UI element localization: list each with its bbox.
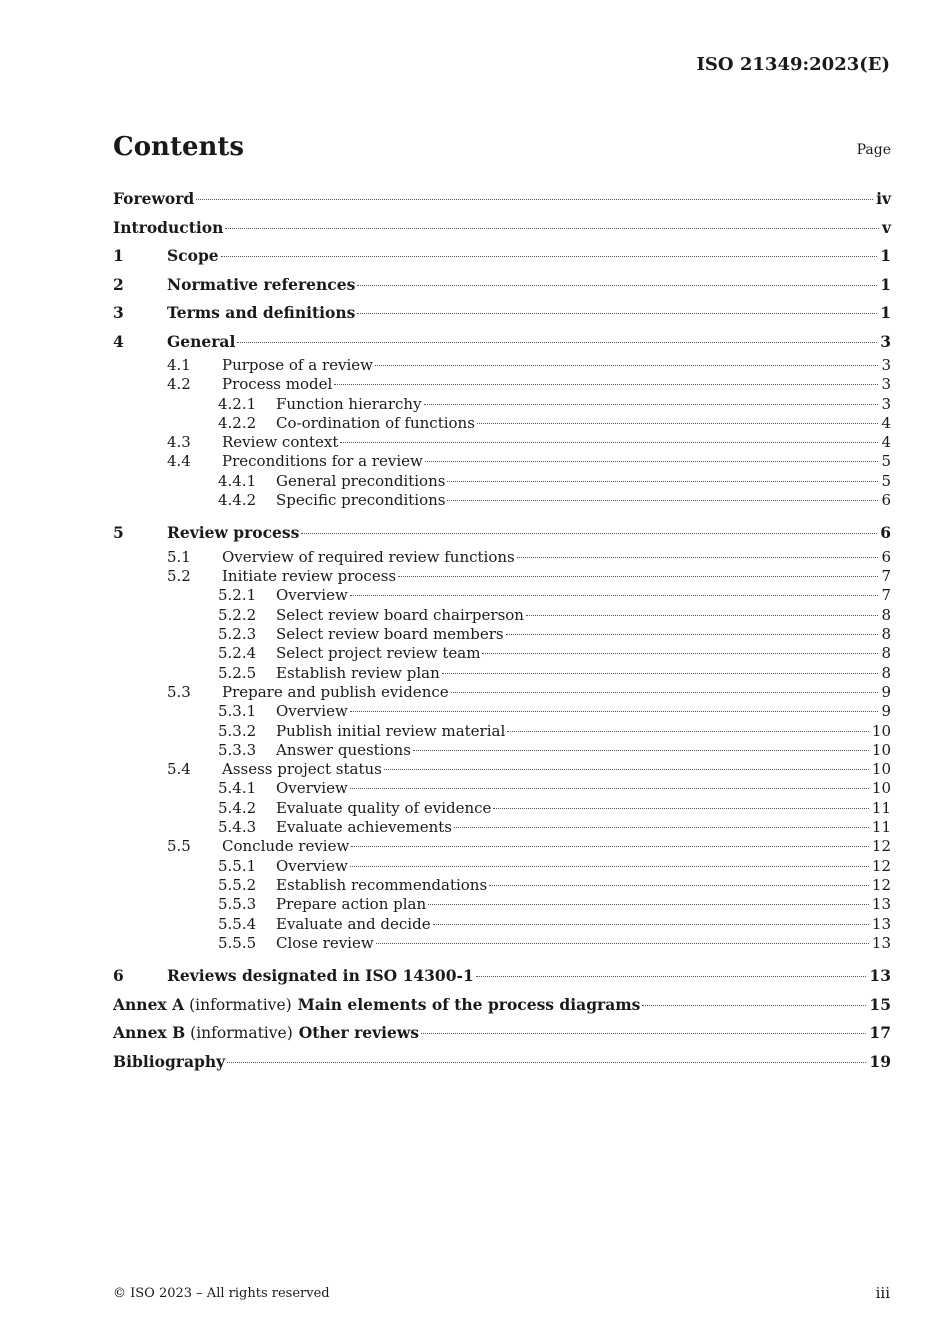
toc-entry-page: 7 xyxy=(881,567,891,586)
toc-entry-page: 1 xyxy=(880,246,891,265)
toc-entry-number: 5.5 xyxy=(167,837,191,856)
toc-entry-subsection[interactable] xyxy=(113,683,891,702)
toc-entry-subsubsection[interactable] xyxy=(113,395,891,414)
toc-entry-page: iv xyxy=(876,189,891,208)
toc-entry-title: Select review board members xyxy=(276,625,504,644)
toc-entry-title: Evaluate achievements xyxy=(276,818,452,837)
toc-entry-title: Function hierarchy xyxy=(276,394,422,413)
toc-entry-page: 1 xyxy=(880,303,891,322)
toc-entry-number: 5.2 xyxy=(167,567,191,586)
toc-entry-title: Foreword xyxy=(113,189,195,208)
toc-entry-subsubsection[interactable] xyxy=(113,779,891,798)
toc-entry-title: Conclude review xyxy=(222,837,350,856)
toc-entry-page: 1 xyxy=(880,274,891,294)
toc-entry-page: 4 xyxy=(881,433,891,452)
toc-entry-subsubsection[interactable] xyxy=(113,857,891,876)
annex-informative: (informative) xyxy=(190,1024,293,1043)
toc-entry-number: 5.4.3 xyxy=(218,818,257,837)
toc-entry-page: 13 xyxy=(871,914,891,933)
toc-entry-number: 5.4.1 xyxy=(218,779,257,798)
toc-entry-title: General xyxy=(167,331,236,351)
toc-entry-number: 5.1 xyxy=(167,547,191,566)
dot-leader xyxy=(413,750,869,751)
toc-entry-number: 5.3.2 xyxy=(218,721,257,740)
toc-entry-subsection[interactable] xyxy=(113,452,891,471)
toc-entry-page: 4 xyxy=(881,413,891,432)
dot-leader xyxy=(196,199,873,200)
toc-entry-subsubsection[interactable] xyxy=(113,895,891,914)
dot-leader xyxy=(447,500,878,501)
page-column-label: Page xyxy=(856,142,891,158)
toc-entry-title: Process model xyxy=(222,375,333,394)
toc-entry-page: 13 xyxy=(871,933,891,952)
toc-entry-number: 4 xyxy=(113,331,124,351)
toc-entry-subsubsection[interactable] xyxy=(113,472,891,491)
toc-entry-title: Evaluate quality of evidence xyxy=(276,798,492,817)
toc-entry-title: Overview xyxy=(276,586,348,605)
dot-leader xyxy=(375,365,878,366)
dot-leader xyxy=(237,342,877,343)
toc-entry-annex[interactable] xyxy=(113,1019,891,1048)
toc-entry-title: Overview xyxy=(276,779,348,798)
toc-entry-number: 5.3.1 xyxy=(218,702,257,721)
toc-entry-page: 11 xyxy=(871,798,891,817)
toc-entry-subsubsection[interactable] xyxy=(113,741,891,760)
dot-leader xyxy=(221,256,878,257)
toc-entry-page: 11 xyxy=(871,818,891,837)
dot-leader xyxy=(227,1062,866,1063)
toc-entry-page: 3 xyxy=(880,331,891,351)
toc-entry-subsubsection[interactable] xyxy=(113,915,891,934)
toc-entry-number: 5 xyxy=(113,523,124,543)
toc-entry-number: 2 xyxy=(113,274,124,294)
dot-leader xyxy=(489,885,869,886)
toc-entry-number: 3 xyxy=(113,303,124,322)
toc-entry-page: 5 xyxy=(881,471,891,490)
toc-entry-title: Close review xyxy=(276,933,374,952)
dot-leader xyxy=(476,976,867,977)
toc-entry-page: 13 xyxy=(871,895,891,914)
toc-entry-number: 5.5.4 xyxy=(218,914,257,933)
toc-entry-subsubsection[interactable] xyxy=(113,818,891,837)
toc-entry-number: 4.3 xyxy=(167,433,191,452)
toc-entry-number: 4.4 xyxy=(167,452,191,471)
toc-entry-section[interactable] xyxy=(113,271,891,300)
toc-entry-title: Overview xyxy=(276,702,348,721)
toc-entry-title: Select review board chairperson xyxy=(276,605,524,624)
contents-heading: Contents xyxy=(113,132,245,162)
toc-entry-subsubsection[interactable] xyxy=(113,586,891,605)
toc-entry-title: Establish recommendations xyxy=(276,875,488,894)
table-of-contents xyxy=(113,185,891,1076)
toc-entry-page: 10 xyxy=(871,721,891,740)
dot-leader xyxy=(451,692,879,693)
toc-entry-section[interactable] xyxy=(113,328,891,357)
footer-copyright: © ISO 2023 – All rights reserved xyxy=(113,1286,330,1301)
toc-entry-title: Reviews designated in ISO 14300-1 xyxy=(167,966,474,986)
toc-entry-page: 3 xyxy=(881,375,891,394)
dot-leader xyxy=(398,576,878,577)
toc-entry-title: Assess project status xyxy=(222,760,382,779)
dot-leader xyxy=(442,673,879,674)
toc-entry-title: Prepare action plan xyxy=(276,895,427,914)
toc-entry-page: 17 xyxy=(869,1023,891,1043)
document-id: ISO 21349:2023(E) xyxy=(696,54,890,75)
dot-leader xyxy=(357,285,877,286)
toc-entry-title: Scope xyxy=(167,246,219,265)
toc-entry-page: 3 xyxy=(881,394,891,413)
dot-leader xyxy=(477,423,879,424)
toc-entry-page: v xyxy=(881,217,891,237)
toc-entry-page: 6 xyxy=(881,547,891,566)
annex-label: Annex A xyxy=(113,994,185,1014)
toc-entry-title: Review process xyxy=(167,523,300,543)
toc-entry-title: Other reviews xyxy=(298,1023,419,1043)
toc-entry-number: 5.2.2 xyxy=(218,605,257,624)
dot-leader xyxy=(433,924,869,925)
dot-leader xyxy=(351,846,869,847)
toc-entry-title: Introduction xyxy=(113,217,224,237)
toc-entry-title: Preconditions for a review xyxy=(222,452,423,471)
toc-entry-section[interactable] xyxy=(113,299,891,328)
toc-entry-title: Prepare and publish evidence xyxy=(222,682,449,701)
toc-entry-page: 12 xyxy=(871,856,891,875)
toc-entry-front[interactable] xyxy=(113,214,891,243)
dot-leader xyxy=(493,808,868,809)
toc-entry-number: 5.2.1 xyxy=(218,586,257,605)
toc-entry-subsubsection[interactable] xyxy=(113,664,891,683)
toc-entry-subsubsection[interactable] xyxy=(113,491,891,510)
toc-entry-number: 5.5.5 xyxy=(218,933,257,952)
toc-entry-page: 6 xyxy=(881,491,891,510)
dot-leader xyxy=(350,788,869,789)
toc-entry-number: 4.4.1 xyxy=(218,471,257,490)
toc-entry-page: 10 xyxy=(871,779,891,798)
toc-entry-section[interactable] xyxy=(113,519,891,548)
toc-entry-bibliography[interactable] xyxy=(113,1048,891,1077)
dot-leader xyxy=(424,404,879,405)
toc-entry-title: Co-ordination of functions xyxy=(276,413,475,432)
toc-entry-subsubsection[interactable] xyxy=(113,625,891,644)
toc-entry-page: 7 xyxy=(881,586,891,605)
dot-leader xyxy=(334,384,878,385)
toc-entry-title: Terms and definitions xyxy=(167,303,356,322)
toc-entry-page: 9 xyxy=(881,682,891,701)
toc-entry-number: 5.5.2 xyxy=(218,875,257,894)
toc-entry-number: 1 xyxy=(113,246,124,265)
toc-entry-number: 4.2 xyxy=(167,375,191,394)
toc-entry-number: 5.2.3 xyxy=(218,625,257,644)
dot-leader xyxy=(421,1033,866,1034)
toc-entry-title: Publish initial review material xyxy=(276,721,506,740)
toc-entry-number: 5.2.4 xyxy=(218,644,257,663)
toc-entry-number: 4.1 xyxy=(167,356,191,374)
toc-entry-title: Select project review team xyxy=(276,644,481,663)
toc-entry-number: 4.2.1 xyxy=(218,394,257,413)
toc-entry-number: 5.3.3 xyxy=(218,740,257,759)
dot-leader xyxy=(225,228,879,229)
toc-entry-title: Overview of required review functions xyxy=(222,547,515,566)
toc-entry-page: 9 xyxy=(881,702,891,721)
toc-entry-number: 5.4 xyxy=(167,760,191,779)
dot-leader xyxy=(384,769,869,770)
toc-entry-number: 5.4.2 xyxy=(218,798,257,817)
dot-leader xyxy=(506,634,879,635)
toc-entry-subsection[interactable] xyxy=(113,548,891,567)
toc-entry-title: Answer questions xyxy=(276,740,411,759)
toc-entry-subsection[interactable] xyxy=(113,760,891,779)
toc-entry-title: Bibliography xyxy=(113,1051,226,1071)
dot-leader xyxy=(482,653,878,654)
dot-leader xyxy=(350,866,869,867)
toc-entry-number: 4.4.2 xyxy=(218,491,257,510)
dot-leader xyxy=(507,731,869,732)
dot-leader xyxy=(454,827,869,828)
toc-entry-subsubsection[interactable] xyxy=(113,934,891,953)
toc-entry-page: 8 xyxy=(881,625,891,644)
toc-entry-subsubsection[interactable] xyxy=(113,702,891,721)
toc-entry-subsubsection[interactable] xyxy=(113,414,891,433)
toc-entry-subsubsection[interactable] xyxy=(113,799,891,818)
toc-entry-title: Establish review plan xyxy=(276,663,440,682)
toc-entry-page: 19 xyxy=(869,1051,891,1071)
toc-entry-section[interactable] xyxy=(113,962,891,991)
toc-entry-subsubsection[interactable] xyxy=(113,876,891,895)
toc-entry-number: 5.5.3 xyxy=(218,895,257,914)
dot-leader xyxy=(340,442,878,443)
toc-entry-page: 12 xyxy=(871,837,891,856)
footer-page-number: iii xyxy=(875,1284,890,1302)
toc-entry-page: 5 xyxy=(881,452,891,471)
toc-entry-title: Initiate review process xyxy=(222,567,397,586)
dot-leader xyxy=(447,481,878,482)
dot-leader xyxy=(376,943,869,944)
toc-entry-number: 5.2.5 xyxy=(218,663,257,682)
toc-entry-subsection[interactable] xyxy=(113,837,891,856)
toc-entry-page: 13 xyxy=(869,966,891,986)
toc-entry-number: 4.2.2 xyxy=(218,413,257,432)
dot-leader xyxy=(526,615,878,616)
toc-entry-page: 8 xyxy=(881,663,891,682)
annex-informative: (informative) xyxy=(189,995,292,1014)
toc-entry-title: Review context xyxy=(222,433,339,452)
toc-entry-page: 3 xyxy=(881,356,891,374)
annex-label: Annex B xyxy=(113,1023,186,1043)
toc-entry-front[interactable] xyxy=(113,185,891,214)
toc-entry-number: 6 xyxy=(113,966,124,986)
toc-entry-number: 5.5.1 xyxy=(218,856,257,875)
toc-entry-section[interactable] xyxy=(113,242,891,271)
toc-entry-subsection[interactable] xyxy=(113,567,891,586)
toc-entry-page: 12 xyxy=(871,875,891,894)
toc-entry-title: Evaluate and decide xyxy=(276,914,431,933)
toc-entry-page: 10 xyxy=(871,760,891,779)
toc-entry-title: Overview xyxy=(276,856,348,875)
dot-leader xyxy=(301,533,877,534)
dot-leader xyxy=(350,595,879,596)
toc-entry-subsection[interactable] xyxy=(113,375,891,394)
toc-entry-number: 5.3 xyxy=(167,682,191,701)
toc-entry-page: 10 xyxy=(871,740,891,759)
toc-entry-title: Specific preconditions xyxy=(276,491,446,510)
dot-leader xyxy=(425,461,879,462)
toc-entry-subsubsection[interactable] xyxy=(113,644,891,663)
dot-leader xyxy=(428,904,869,905)
toc-entry-title: Normative references xyxy=(167,274,356,294)
toc-entry-page: 15 xyxy=(869,994,891,1014)
dot-leader xyxy=(357,313,877,314)
toc-entry-page: 8 xyxy=(881,605,891,624)
toc-entry-subsubsection[interactable] xyxy=(113,606,891,625)
toc-entry-page: 8 xyxy=(881,644,891,663)
toc-entry-subsection[interactable] xyxy=(113,356,891,375)
toc-entry-page: 6 xyxy=(880,523,891,543)
toc-entry-subsubsection[interactable] xyxy=(113,722,891,741)
dot-leader xyxy=(350,711,879,712)
dot-leader xyxy=(642,1005,866,1006)
dot-leader xyxy=(517,557,879,558)
toc-entry-subsection[interactable] xyxy=(113,433,891,452)
toc-entry-title: General preconditions xyxy=(276,471,446,490)
toc-entry-title: Purpose of a review xyxy=(222,356,373,374)
toc-entry-title: Main elements of the process diagrams xyxy=(297,994,641,1014)
toc-entry-annex[interactable] xyxy=(113,991,891,1020)
